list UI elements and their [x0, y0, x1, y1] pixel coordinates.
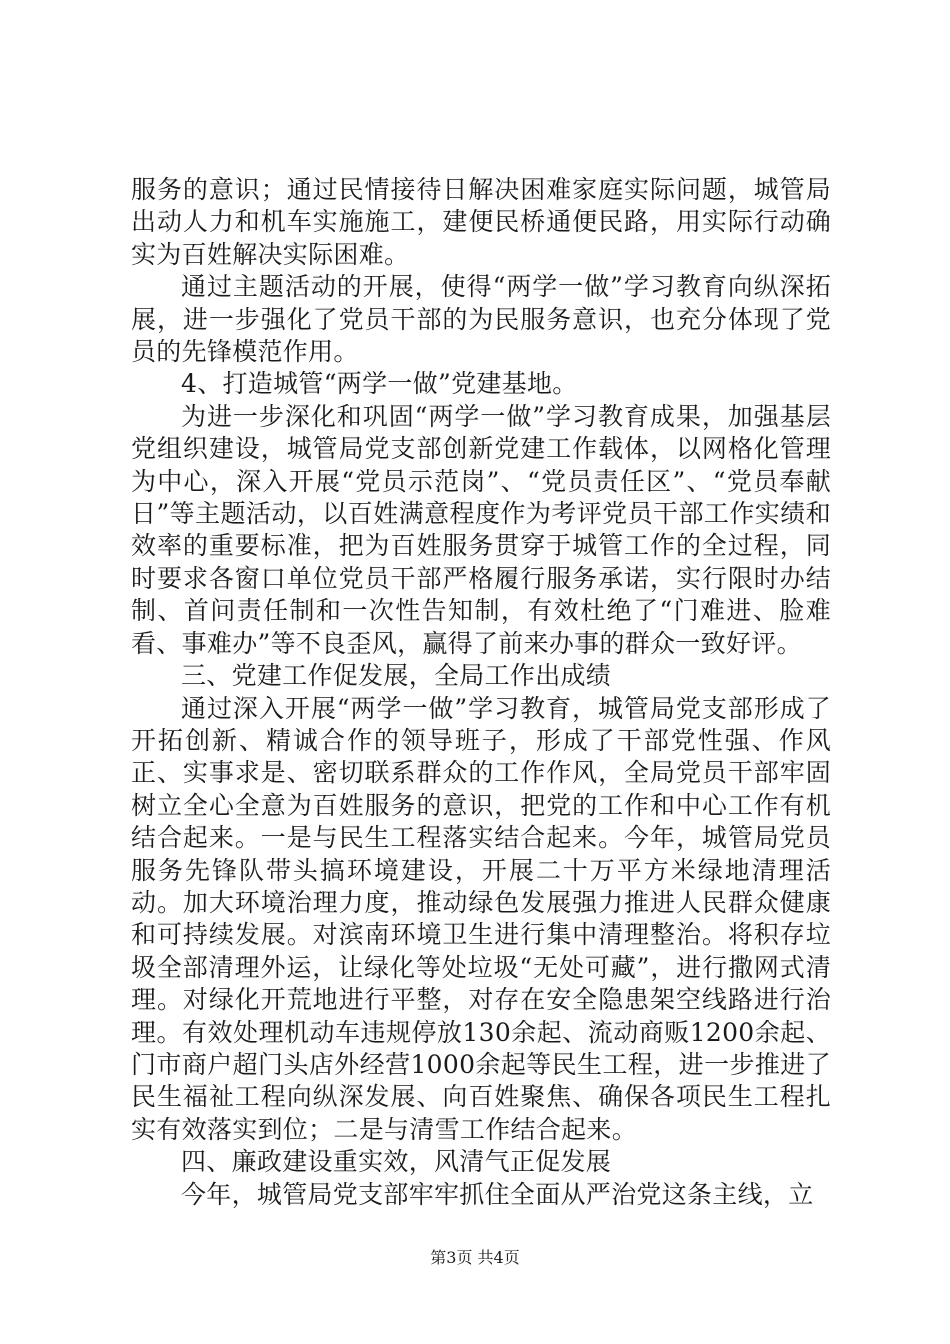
paragraph-4: 为进一步深化和巩固“两学一做”学习教育成果，加强基层党组织建设，城管局党支部创新党建工作载体，以网格化管理为中心，深入开展“党员示范岗”、“党员责任区”、“党员奉献日”等主题活动，以百姓满意程度作为考评党员干部工作实绩和效率的重要标准，把为百姓服务贯穿于城管工作的全过程，同时要求各窗口单位党员干部严格履行服务承诺，实行限时办结制、首问责任制和一次性告知制，有效杜绝了“门难进、脸难看、事难办”等不良歪风，赢得了前来办事的群众一致好评。	[131, 401, 831, 658]
paragraph-6: 通过深入开展“两学一做”学习教育，城管局党支部形成了开拓创新、精诚合作的领导班子，形成了干部党性强、作风正、实事求是、密切联系群众的工作作风，全局党员干部牢固树立全心全意为百姓服务的意识，把党的工作和中心工作有机结合起来。一是与民生工程落实结合起来。今年，城管局党员服务先锋队带头搞环境建设，开展二十万平方米绿地清理活动。加大环境治理力度，推动绿色发展强力推进人民群众健康和可持续发展。对滨南环境卫生进行集中清理整治。将积存垃圾全部清理外运，让绿化等处垃圾“无处可藏”，进行撒网式清理。对绿化开荒地进行平整，对存在安全隐患架空线路进行治理。有效处理机动车违规停放130余起、流动商贩1200余起、门市商户超门头店外经营1000余起等民生工程，进一步推进了民生福祉工程向纵深发展、向百姓聚焦、确保各项民生工程扎实有效落实到位；二是与清雪工作结合起来。	[131, 693, 831, 1144]
paragraph-8: 今年，城管局党支部牢牢抓住全面从严治党这条主线，立	[181, 1179, 814, 1209]
paragraph-1: 服务的意识；通过民情接待日解决困难家庭实际问题，城管局出动人力和机车实施施工，建便民桥通便民路，用实际行动确实为百姓解决实际困难。	[131, 175, 831, 269]
document-body	[131, 174, 831, 1211]
section-heading-3: 三、党建工作促发展，全局工作出成绩	[181, 661, 612, 691]
paragraph-2: 通过主题活动的开展，使得“两学一做”学习教育向纵深拓展，进一步强化了党员干部的为民服务意识，也充分体现了党员的先锋模范作用。	[131, 272, 831, 367]
section-heading-4-lianzheng: 四、廉政建设重实效，风清气正促发展	[181, 1147, 612, 1177]
section-heading-4: 4、打造城管“两学一做”党建基地。	[181, 369, 578, 399]
page-number-footer: 第3页 共4页	[430, 1248, 520, 1267]
